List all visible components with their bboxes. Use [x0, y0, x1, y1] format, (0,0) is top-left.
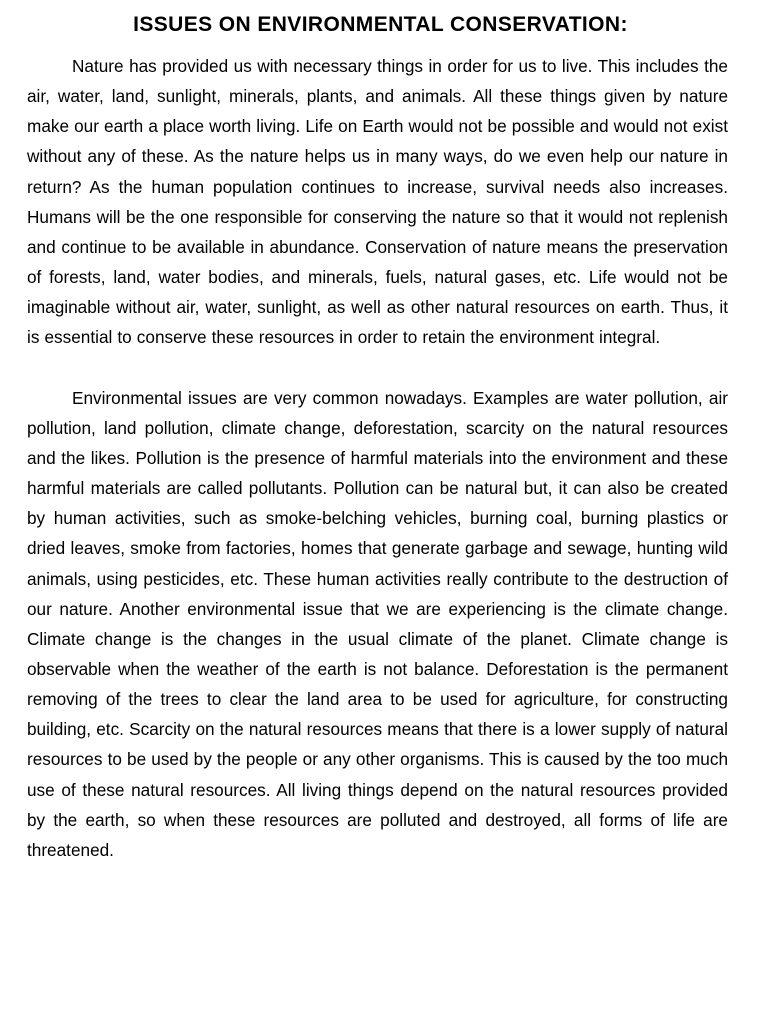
paragraph-environmental-issues: Environmental issues are very common nowadays. Examples are water pollution, air pollution, land pollution, climate change, deforestation, scarcity on the natural resources and the likes. Pollution is the presence of harmful materials into the environment and these harmful materials are called pollutants. Pollution can be natural but, it can also be created by human activities, such as smoke-belching vehicles, burning coal, burning plastics or dried leaves, smoke from factories, homes that generate garbage and sewage, hunting wild animals, using pesticides, etc. These human activities really contribute to the destruction of our nature. Another environmental issue that we are experiencing is the climate change. Climate change is the changes in the usual climate of the planet. Climate change is observable when the weather of the earth is not balance. Deforestation is the permanent removing of the trees to clear the land area to be used for agriculture, for constructing building, etc. Scarcity on the natural resources means that there is a lower supply of natural resources to be used by the people or any other organisms. This is caused by the too much use of these natural resources. All living things depend on the natural resources provided by the earth, so when these resources are polluted and destroyed, all forms of life are threatened.: [27, 387, 728, 860]
document-page: [27, 12, 728, 865]
document-title: ISSUES ON ENVIRONMENTAL CONSERVATION:: [133, 13, 628, 36]
paragraph-intro: Nature has provided us with necessary things in order for us to live. This includes the air, water, land, sunlight, minerals, plants, and animals. All these things given by nature make our earth a place worth living. Life on Earth would not be possible and would not exist without any of these. As the nature helps us in many ways, do we even help our nature in return? As the human population continues to increase, survival needs also increases. Humans will be the one responsible for conserving the nature so that it would not replenish and continue to be available in abundance. Conservation of nature means the preservation of forests, land, water bodies, and minerals, fuels, natural gases, etc. Life would not be imaginable without air, water, sunlight, as well as other natural resources on earth. Thus, it is essential to conserve these resources in order to retain the environment integral.: [27, 56, 728, 348]
